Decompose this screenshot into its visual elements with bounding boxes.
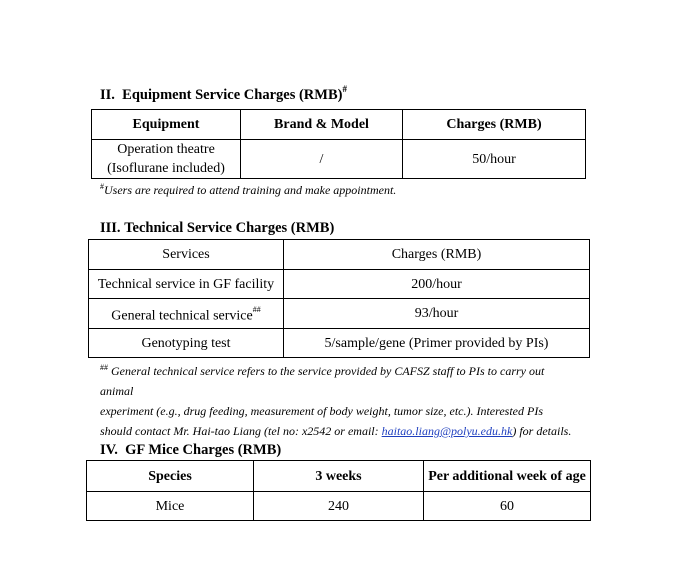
section-2-heading: II. Equipment Service Charges (RMB)#	[100, 84, 347, 103]
brand-cell: /	[241, 140, 403, 179]
service-cell: Genotyping test	[89, 329, 284, 358]
header-brand-model: Brand & Model	[241, 110, 403, 140]
header-equipment: Equipment	[92, 110, 241, 140]
species-cell: Mice	[87, 492, 254, 521]
gf-mice-table	[86, 460, 591, 521]
charge-cell: 93/hour	[284, 299, 590, 329]
table-row	[89, 270, 590, 299]
technical-service-table	[88, 239, 590, 358]
header-per-additional-week: Per additional week of age	[424, 461, 591, 492]
table-header-row	[89, 240, 590, 270]
charge-cell: 5/sample/gene (Primer provided by PIs)	[284, 329, 590, 358]
three-weeks-cell: 240	[254, 492, 424, 521]
email-link[interactable]: haitao.liang@polyu.edu.hk	[381, 424, 513, 438]
charge-cell: 200/hour	[284, 270, 590, 299]
per-week-cell: 60	[424, 492, 591, 521]
service-cell: General technical service##	[89, 299, 284, 329]
section-2-footnote: #Users are required to attend training and make appointment.	[100, 182, 397, 197]
table-row	[89, 329, 590, 358]
header-charges: Charges (RMB)	[403, 110, 586, 140]
table-row	[92, 140, 586, 179]
table-row	[89, 299, 590, 329]
charge-cell: 50/hour	[403, 140, 586, 179]
equipment-cell: Operation theatre (Isoflurane included)	[92, 140, 241, 179]
service-cell: Technical service in GF facility	[89, 270, 284, 299]
table-header-row	[92, 110, 586, 140]
header-services: Services	[89, 240, 284, 270]
table-header-row	[87, 461, 591, 492]
equipment-charges-table	[91, 109, 586, 179]
section-3-heading: III. Technical Service Charges (RMB)	[100, 220, 335, 236]
header-species: Species	[87, 461, 254, 492]
header-3-weeks: 3 weeks	[254, 461, 424, 492]
section-4-heading: IV. GF Mice Charges (RMB)	[100, 442, 282, 458]
table-row	[87, 492, 591, 521]
section-3-footnote: ## General technical service refers to the service provided by CAFSZ staff to PIs to carry out animal experiment (e.g., drug feeding, measurement of body weight, tumor size, etc.). Interested PIs should contact Mr. Hai-tao Liang (tel no: x2542 or email: haitao.liang@polyu.edu.hk) for details.	[100, 363, 572, 438]
footnote-mark: #	[342, 84, 347, 94]
header-charges: Charges (RMB)	[284, 240, 590, 270]
